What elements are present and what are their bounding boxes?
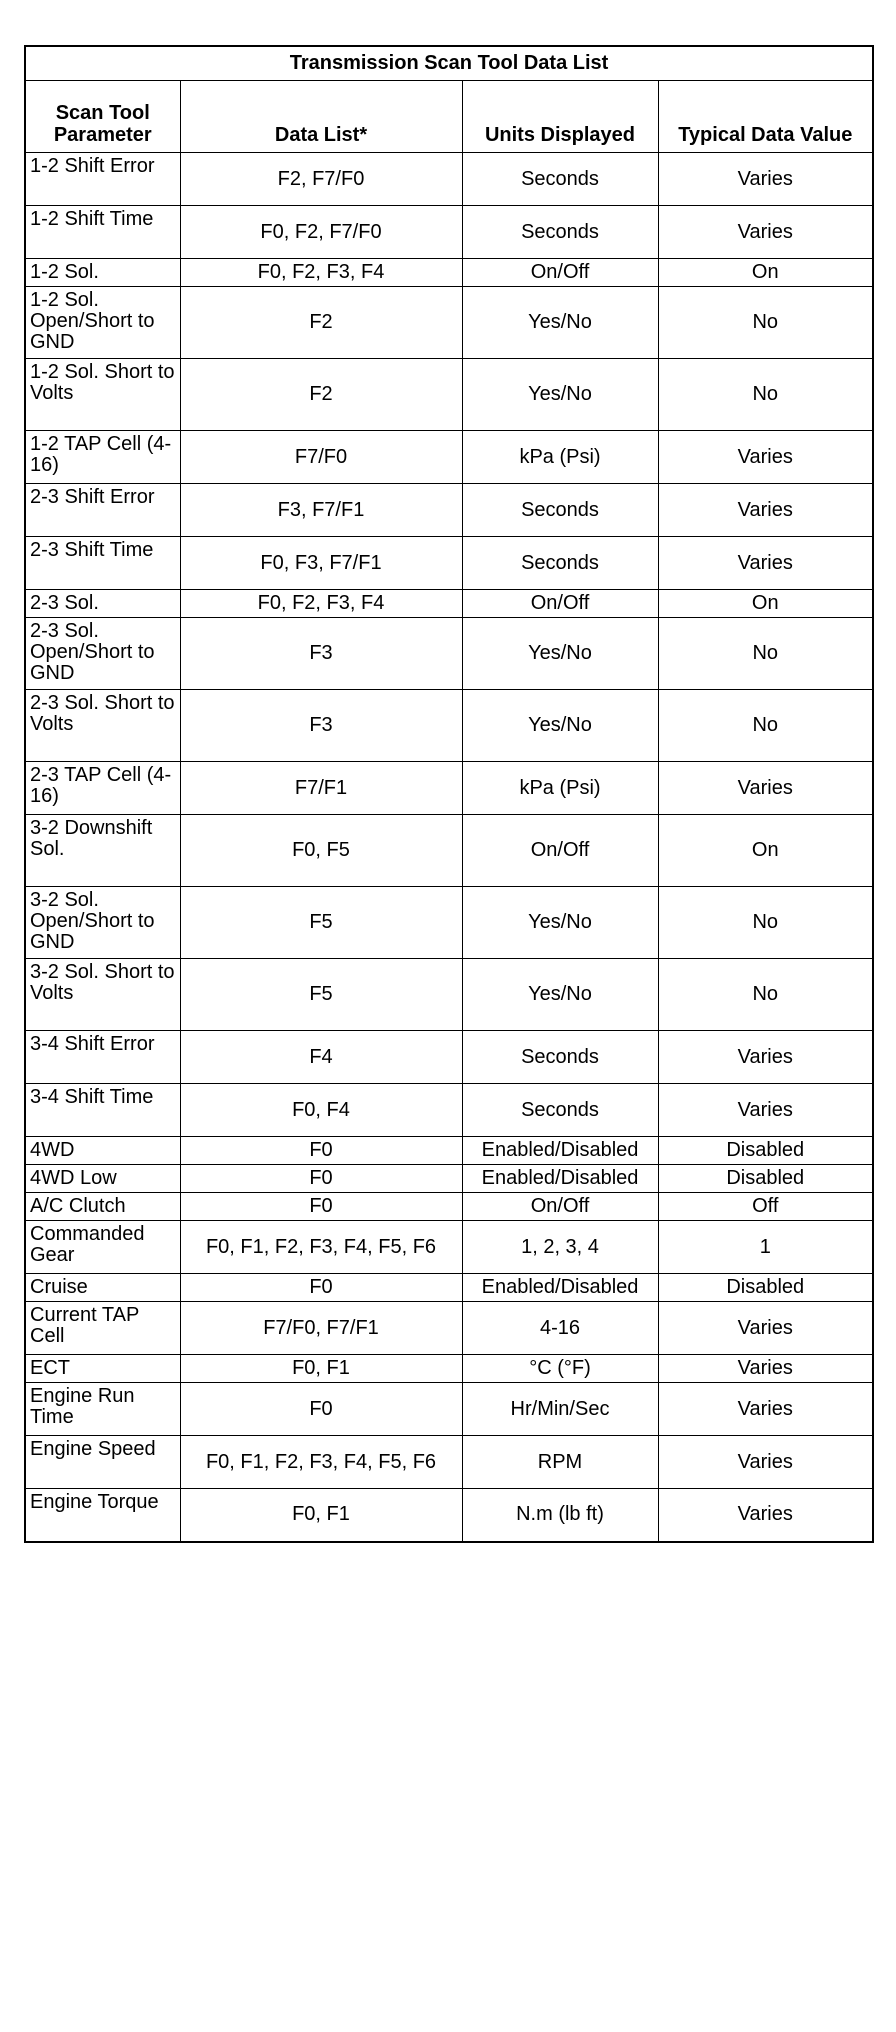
cell-typical-data-value: Varies (658, 1302, 873, 1355)
header-typical-data-value: Typical Data Value (658, 81, 873, 153)
cell-units-displayed: 4-16 (462, 1302, 658, 1355)
table-row (25, 1137, 873, 1165)
cell-units-displayed: Yes/No (462, 287, 658, 359)
cell-typical-data-value: Varies (658, 537, 873, 590)
cell-scan-tool-parameter: 1-2 Sol. (25, 259, 180, 287)
cell-typical-data-value: Varies (658, 206, 873, 259)
cell-typical-data-value: No (658, 618, 873, 690)
table-row (25, 206, 873, 259)
table-row (25, 690, 873, 762)
cell-typical-data-value: Varies (658, 153, 873, 206)
table-row (25, 762, 873, 815)
cell-scan-tool-parameter: Commanded Gear (25, 1221, 180, 1274)
cell-scan-tool-parameter: 2-3 Shift Error (25, 484, 180, 537)
cell-units-displayed: On/Off (462, 259, 658, 287)
header-units-displayed: Units Displayed (462, 81, 658, 153)
cell-data-list: F7/F1 (180, 762, 462, 815)
cell-scan-tool-parameter: 2-3 Sol. (25, 590, 180, 618)
cell-scan-tool-parameter: 3-2 Downshift Sol. (25, 815, 180, 887)
cell-scan-tool-parameter: 3-2 Sol. Short to Volts (25, 959, 180, 1031)
table-row (25, 1084, 873, 1137)
cell-scan-tool-parameter: 1-2 Shift Time (25, 206, 180, 259)
cell-typical-data-value: On (658, 590, 873, 618)
cell-typical-data-value: Varies (658, 431, 873, 484)
cell-typical-data-value: No (658, 690, 873, 762)
cell-units-displayed: °C (°F) (462, 1355, 658, 1383)
cell-scan-tool-parameter: 2-3 TAP Cell (4-16) (25, 762, 180, 815)
cell-data-list: F2, F7/F0 (180, 153, 462, 206)
table-row (25, 1274, 873, 1302)
cell-data-list: F0, F4 (180, 1084, 462, 1137)
cell-typical-data-value: Disabled (658, 1274, 873, 1302)
cell-units-displayed: Seconds (462, 484, 658, 537)
cell-scan-tool-parameter: 4WD (25, 1137, 180, 1165)
table-row (25, 359, 873, 431)
cell-typical-data-value: No (658, 359, 873, 431)
table-row (25, 1165, 873, 1193)
cell-data-list: F7/F0 (180, 431, 462, 484)
cell-typical-data-value: Varies (658, 1436, 873, 1489)
header-data-list: Data List* (180, 81, 462, 153)
cell-scan-tool-parameter: 4WD Low (25, 1165, 180, 1193)
table-row (25, 1383, 873, 1436)
cell-typical-data-value: Varies (658, 762, 873, 815)
cell-units-displayed: kPa (Psi) (462, 762, 658, 815)
cell-typical-data-value: Disabled (658, 1165, 873, 1193)
cell-typical-data-value: On (658, 259, 873, 287)
cell-units-displayed: Seconds (462, 206, 658, 259)
table-row (25, 153, 873, 206)
cell-data-list: F0, F1, F2, F3, F4, F5, F6 (180, 1221, 462, 1274)
cell-scan-tool-parameter: 1-2 Sol. Short to Volts (25, 359, 180, 431)
cell-units-displayed: Seconds (462, 1031, 658, 1084)
cell-units-displayed: On/Off (462, 590, 658, 618)
cell-data-list: F0, F3, F7/F1 (180, 537, 462, 590)
cell-data-list: F3 (180, 618, 462, 690)
cell-scan-tool-parameter: 1-2 TAP Cell (4-16) (25, 431, 180, 484)
cell-units-displayed: Seconds (462, 153, 658, 206)
cell-units-displayed: RPM (462, 1436, 658, 1489)
cell-units-displayed: Yes/No (462, 887, 658, 959)
table-row (25, 484, 873, 537)
cell-typical-data-value: On (658, 815, 873, 887)
cell-scan-tool-parameter: 3-4 Shift Time (25, 1084, 180, 1137)
cell-typical-data-value: 1 (658, 1221, 873, 1274)
table-row (25, 1436, 873, 1489)
table-row (25, 259, 873, 287)
cell-scan-tool-parameter: Engine Run Time (25, 1383, 180, 1436)
cell-data-list: F4 (180, 1031, 462, 1084)
cell-data-list: F0, F2, F7/F0 (180, 206, 462, 259)
cell-units-displayed: 1, 2, 3, 4 (462, 1221, 658, 1274)
cell-data-list: F0, F1 (180, 1355, 462, 1383)
table-row (25, 1302, 873, 1355)
cell-data-list: F0 (180, 1137, 462, 1165)
table-row (25, 815, 873, 887)
cell-scan-tool-parameter: 3-2 Sol. Open/Short to GND (25, 887, 180, 959)
table-row (25, 590, 873, 618)
cell-units-displayed: Yes/No (462, 359, 658, 431)
table-row (25, 618, 873, 690)
table-title-row (25, 46, 873, 81)
cell-typical-data-value: Varies (658, 1031, 873, 1084)
cell-data-list: F2 (180, 359, 462, 431)
header-scan-tool-parameter: Scan Tool Parameter (25, 81, 180, 153)
table-row (25, 1489, 873, 1542)
cell-data-list: F0 (180, 1383, 462, 1436)
cell-scan-tool-parameter: 1-2 Sol. Open/Short to GND (25, 287, 180, 359)
cell-scan-tool-parameter: Engine Torque (25, 1489, 180, 1542)
cell-typical-data-value: Disabled (658, 1137, 873, 1165)
cell-data-list: F7/F0, F7/F1 (180, 1302, 462, 1355)
cell-typical-data-value: Varies (658, 1084, 873, 1137)
cell-scan-tool-parameter: 2-3 Sol. Short to Volts (25, 690, 180, 762)
cell-units-displayed: N.m (lb ft) (462, 1489, 658, 1542)
cell-data-list: F0 (180, 1165, 462, 1193)
cell-data-list: F0 (180, 1274, 462, 1302)
cell-typical-data-value: Varies (658, 1489, 873, 1542)
table-row (25, 1031, 873, 1084)
cell-scan-tool-parameter: 1-2 Shift Error (25, 153, 180, 206)
table-title: Transmission Scan Tool Data List (25, 46, 873, 81)
cell-typical-data-value: Varies (658, 1383, 873, 1436)
cell-units-displayed: Seconds (462, 537, 658, 590)
cell-scan-tool-parameter: 3-4 Shift Error (25, 1031, 180, 1084)
table-row (25, 537, 873, 590)
cell-data-list: F0, F5 (180, 815, 462, 887)
document-page (24, 45, 874, 1543)
cell-scan-tool-parameter: 2-3 Shift Time (25, 537, 180, 590)
table-row (25, 1221, 873, 1274)
table-row (25, 287, 873, 359)
cell-data-list: F0, F1 (180, 1489, 462, 1542)
cell-units-displayed: On/Off (462, 1193, 658, 1221)
scan-tool-data-table (24, 45, 874, 1543)
cell-data-list: F2 (180, 287, 462, 359)
cell-units-displayed: Seconds (462, 1084, 658, 1137)
table-header-row (25, 81, 873, 153)
cell-units-displayed: Yes/No (462, 618, 658, 690)
cell-typical-data-value: No (658, 287, 873, 359)
cell-data-list: F5 (180, 887, 462, 959)
cell-data-list: F5 (180, 959, 462, 1031)
table-row (25, 431, 873, 484)
cell-data-list: F0 (180, 1193, 462, 1221)
cell-typical-data-value: Off (658, 1193, 873, 1221)
cell-units-displayed: Yes/No (462, 690, 658, 762)
cell-scan-tool-parameter: 2-3 Sol. Open/Short to GND (25, 618, 180, 690)
cell-scan-tool-parameter: Current TAP Cell (25, 1302, 180, 1355)
cell-data-list: F0, F2, F3, F4 (180, 259, 462, 287)
cell-data-list: F3 (180, 690, 462, 762)
cell-units-displayed: Enabled/Disabled (462, 1165, 658, 1193)
cell-typical-data-value: No (658, 959, 873, 1031)
cell-typical-data-value: Varies (658, 484, 873, 537)
cell-scan-tool-parameter: A/C Clutch (25, 1193, 180, 1221)
cell-scan-tool-parameter: Cruise (25, 1274, 180, 1302)
table-row (25, 959, 873, 1031)
cell-units-displayed: Yes/No (462, 959, 658, 1031)
cell-scan-tool-parameter: Engine Speed (25, 1436, 180, 1489)
cell-data-list: F0, F2, F3, F4 (180, 590, 462, 618)
table-row (25, 1355, 873, 1383)
cell-data-list: F0, F1, F2, F3, F4, F5, F6 (180, 1436, 462, 1489)
cell-typical-data-value: Varies (658, 1355, 873, 1383)
table-row (25, 887, 873, 959)
cell-units-displayed: Enabled/Disabled (462, 1274, 658, 1302)
cell-data-list: F3, F7/F1 (180, 484, 462, 537)
cell-units-displayed: kPa (Psi) (462, 431, 658, 484)
cell-units-displayed: On/Off (462, 815, 658, 887)
table-row (25, 1193, 873, 1221)
cell-units-displayed: Hr/Min/Sec (462, 1383, 658, 1436)
cell-typical-data-value: No (658, 887, 873, 959)
table-body (25, 153, 873, 1542)
cell-scan-tool-parameter: ECT (25, 1355, 180, 1383)
cell-units-displayed: Enabled/Disabled (462, 1137, 658, 1165)
